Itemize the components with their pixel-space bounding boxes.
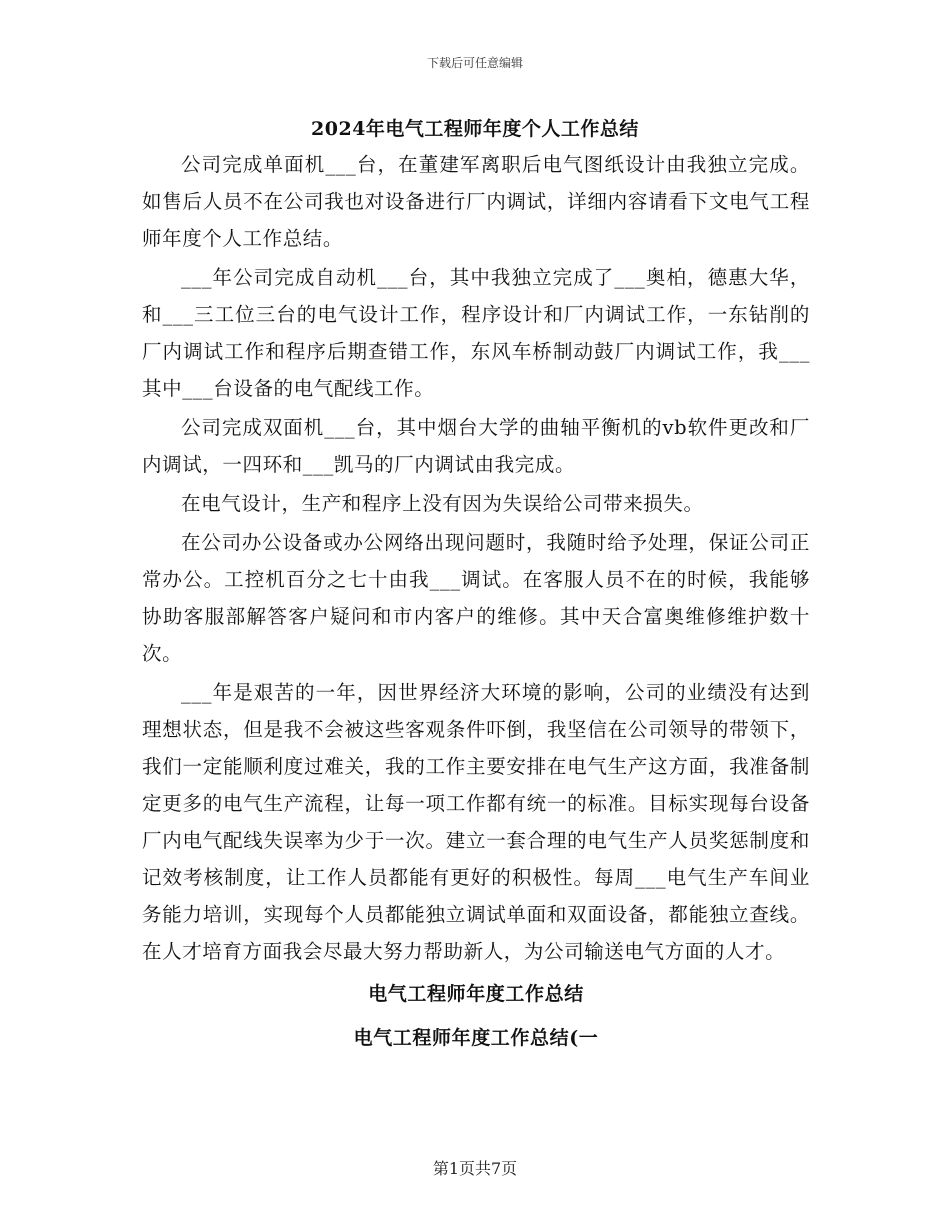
paragraph-1: 公司完成单面机___台，在董建军离职后电气图纸设计由我独立完成。如售后人员不在公司我也对设备进行厂内调试，详细内容请看下文电气工程师年度个人工作总结。 [142, 153, 810, 250]
page-number-footer: 第1页共7页 [432, 1159, 518, 1178]
paragraph-4: 在电气设计，生产和程序上没有因为失误给公司带来损失。 [181, 492, 704, 515]
paragraph-6: ___年是艰苦的一年，因世界经济大环境的影响，公司的业绩没有达到理想状态，但是我不会被这些客观条件吓倒，我坚信在公司领导的带领下，我们一定能顺利度过难关，我的工作主要安排在电气生产这方面，我准备制定更多的电气生产流程，让每一项工作都有统一的标准。目标实现每台设备厂内电气配线失误率为少于一次。建立一套合理的电气生产人员奖惩制度和记效考核制度，让工作人员都能有更好的积极性。每周___电气生产车间业务能力培训，实现每个人员都能独立调试单面和双面设备，都能独立查线。在人才培育方面我会尽最大努力帮助新人，为公司输送电气方面的人才。 [142, 681, 810, 963]
document-title: 2024年电气工程师年度个人工作总结 [311, 118, 639, 140]
subsection-heading: 电气工程师年度工作总结(一 [353, 1027, 599, 1049]
paragraph-5: 在公司办公设备或办公网络出现问题时，我随时给予处理，保证公司正常办公。工控机百分之七十由我___调试。在客服人员不在的时候，我能够协助客服部解答客户疑问和市内客户的维修。其中天合富奥维修维护数十次。 [142, 531, 810, 665]
paragraph-3: 公司完成双面机___台，其中烟台大学的曲轴平衡机的vb软件更改和厂内调试，一四环和___凯马的厂内调试由我完成。 [142, 416, 810, 476]
header-note: 下载后可任意编辑 [426, 56, 523, 70]
paragraph-2: ___年公司完成自动机___台，其中我独立完成了___奥柏，德惠大华，和___三工位三台的电气设计工作，程序设计和厂内调试工作，一东钻削的厂内调试工作和程序后期查错工作，东风车桥制动鼓厂内调试工作，我___其中___台设备的电气配线工作。 [142, 266, 810, 400]
document-body [142, 146, 810, 1058]
section-heading: 电气工程师年度工作总结 [368, 983, 584, 1005]
